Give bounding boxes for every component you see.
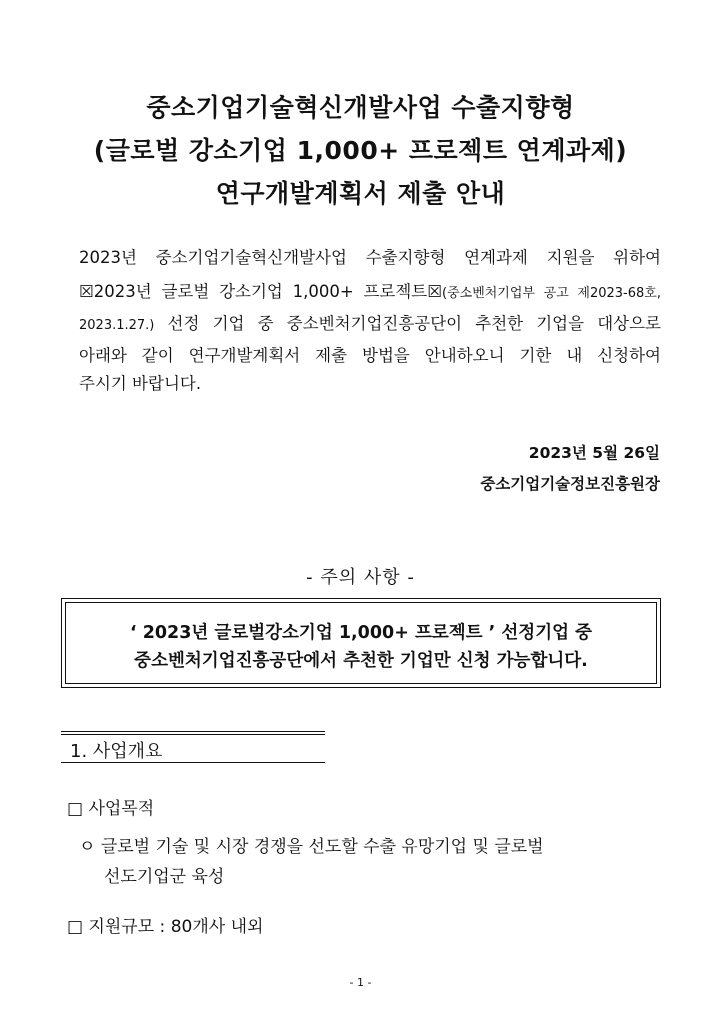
notice-box — [61, 598, 661, 688]
intro-line-2-small: (중소벤처기업부 공고 제2023-68호, — [442, 286, 661, 301]
section-rule-top — [61, 731, 325, 732]
page-number: - 1 - — [349, 976, 372, 989]
section-rule-bottom — [61, 762, 325, 763]
issuer-name: 중소기업기술정보진흥원장 — [480, 475, 660, 493]
intro-line-3-main: 선정 기업 중 중소벤처기업진흥공단이 추천한 기업을 대상으로 — [154, 314, 661, 333]
purpose-line-2: 선도기업군 육성 — [104, 867, 225, 887]
title-line-3: 연구개발계획서 제출 안내 — [215, 179, 506, 208]
intro-line-2 — [79, 278, 661, 302]
notice-box-inner — [65, 602, 657, 684]
intro-line-4: 아래와 같이 연구개발계획서 제출 방법을 안내하오니 기한 내 신청하여 — [79, 346, 661, 365]
notice-heading: - 주의 사항 - — [306, 567, 415, 588]
notice-line-1: ‘ 2023년 글로벌강소기업 1,000+ 프로젝트 ’ 선정기업 중 — [129, 623, 593, 643]
intro-line-1: 2023년 중소기업기술혁신개발사업 수출지향형 연계과제 지원을 위하여 — [79, 248, 661, 267]
intro-line-3 — [79, 310, 661, 334]
notice-line-2: 중소벤처기업진흥공단에서 추천한 기업만 신청 가능합니다. — [134, 651, 588, 671]
issue-date: 2023년 5월 26일 — [528, 444, 660, 462]
title-line-1: 중소기업기술혁신개발사업 수출지향형 — [146, 93, 575, 122]
title-line-2: (글로벌 강소기업 1,000+ 프로젝트 연계과제) — [93, 136, 628, 165]
intro-line-3-small: 2023.1.27.) — [79, 318, 155, 333]
section-1-title: 1. 사업개요 — [70, 741, 163, 762]
intro-line-2-main: ☒2023년 글로벌 강소기업 1,000+ 프로젝트☒ — [79, 282, 442, 301]
support-scale: □ 지원규모 : 80개사 내외 — [67, 917, 264, 937]
intro-line-5: 주시기 바랍니다. — [79, 374, 202, 393]
section-rule-top-2 — [61, 734, 325, 735]
purpose-label: □ 사업목적 — [67, 799, 155, 819]
purpose-line-1: ㅇ 글로벌 기술 및 시장 경쟁을 선도할 수출 유망기업 및 글로벌 — [79, 837, 544, 857]
